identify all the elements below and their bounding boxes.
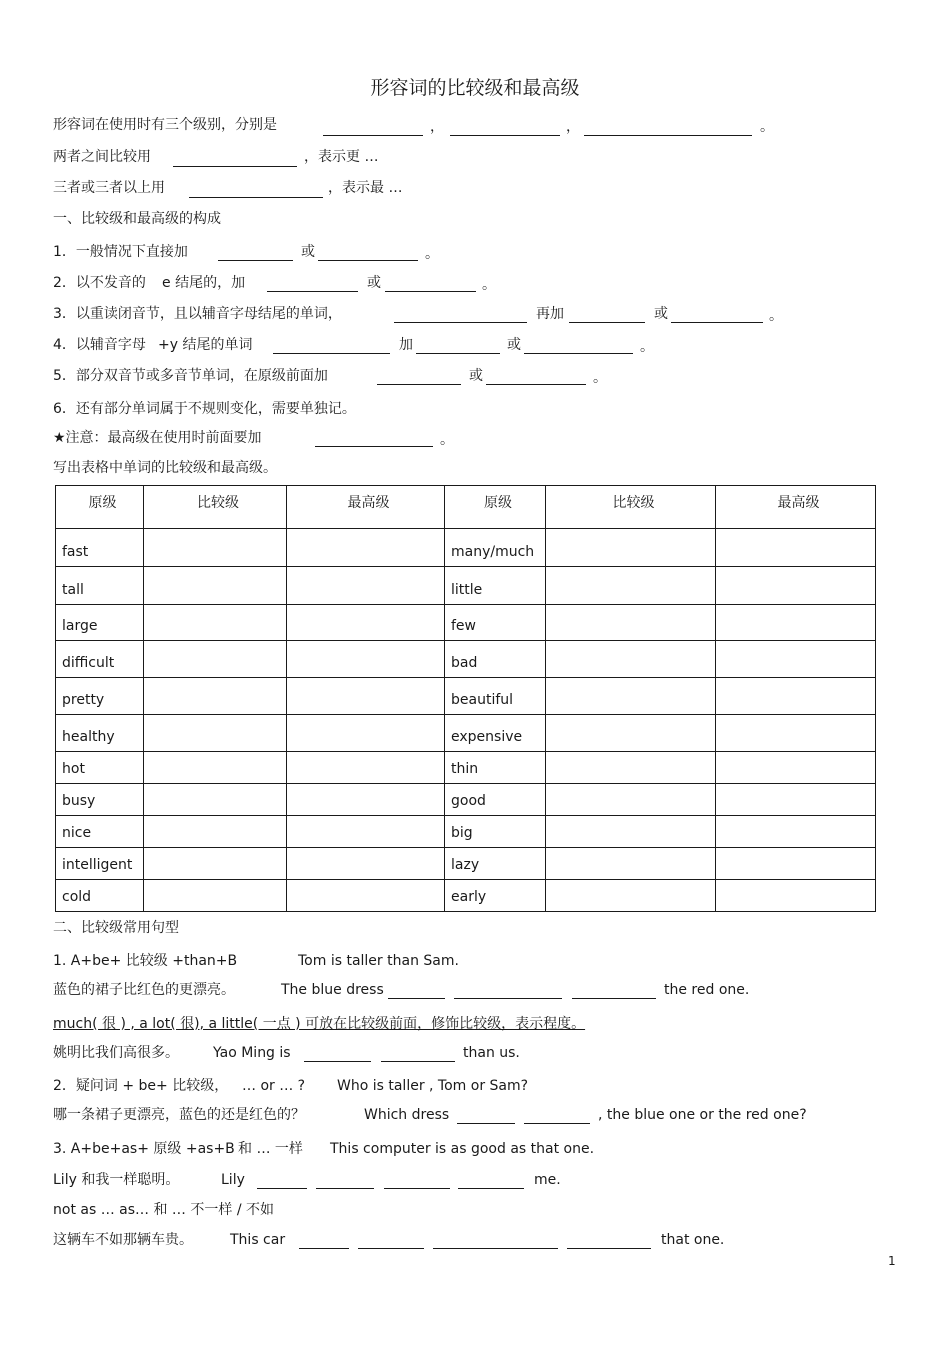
- header-superlative: 最高级: [287, 486, 445, 529]
- blank[interactable]: [323, 135, 423, 136]
- comparative-cell[interactable]: [144, 784, 287, 816]
- header-superlative: 最高级: [716, 486, 876, 529]
- pattern-1-example: Tom is taller than Sam.: [298, 953, 459, 969]
- intro-line-3: 三者或三者以上用: [53, 180, 165, 196]
- superlative-cell[interactable]: [716, 816, 876, 848]
- comparative-cell[interactable]: [546, 715, 716, 752]
- sentence-en-start: This car: [230, 1232, 286, 1248]
- blank[interactable]: [173, 166, 297, 167]
- comparative-cell[interactable]: [144, 529, 287, 567]
- base-word: big: [445, 816, 546, 848]
- section-1-heading: 一、比较级和最高级的构成: [53, 211, 221, 227]
- superlative-cell[interactable]: [287, 715, 445, 752]
- blank[interactable]: [273, 353, 390, 354]
- base-word: hot: [56, 752, 144, 784]
- period: 。: [769, 308, 783, 324]
- superlative-cell[interactable]: [716, 678, 876, 715]
- rule-2-mid: e 结尾的，加: [162, 275, 246, 291]
- sentence-cn: Lily 和我一样聪明。: [53, 1172, 180, 1188]
- header-base: 原级: [56, 486, 144, 529]
- superlative-cell[interactable]: [287, 529, 445, 567]
- comparative-cell[interactable]: [144, 816, 287, 848]
- page-number: 1: [888, 1254, 896, 1268]
- blank[interactable]: [299, 1248, 349, 1249]
- comparative-cell[interactable]: [546, 752, 716, 784]
- blank[interactable]: [486, 384, 586, 385]
- blank[interactable]: [572, 998, 656, 999]
- superlative-cell[interactable]: [716, 752, 876, 784]
- sentence-en-end: me.: [534, 1172, 561, 1188]
- blank[interactable]: [457, 1123, 515, 1124]
- superlative-cell[interactable]: [716, 784, 876, 816]
- superlative-cell[interactable]: [287, 880, 445, 912]
- note: ★注意：最高级在使用时前面要加: [53, 430, 262, 446]
- base-word: healthy: [56, 715, 144, 752]
- base-word: beautiful: [445, 678, 546, 715]
- blank[interactable]: [433, 1248, 558, 1249]
- pattern-2-example: Who is taller , Tom or Sam?: [337, 1078, 529, 1094]
- period: 。: [482, 277, 496, 293]
- blank[interactable]: [257, 1188, 307, 1189]
- base-word: few: [445, 605, 546, 641]
- comparative-cell[interactable]: [546, 567, 716, 605]
- superlative-cell[interactable]: [716, 529, 876, 567]
- comparative-cell[interactable]: [144, 848, 287, 880]
- pattern-1: 1. A+be+ 比较级 +than+B: [53, 953, 238, 969]
- sentence-en-start: The blue dress: [281, 982, 384, 998]
- blank[interactable]: [394, 322, 527, 323]
- word-table: [55, 485, 876, 912]
- base-word: intelligent: [56, 848, 144, 880]
- comparative-cell[interactable]: [144, 641, 287, 678]
- section-2-heading: 二、比较级常用句型: [53, 920, 179, 936]
- period: 。: [760, 119, 774, 135]
- blank[interactable]: [189, 197, 323, 198]
- intro-line-2: 两者之间比较用: [53, 149, 151, 165]
- sentence-en-start: Lily: [221, 1172, 245, 1188]
- table-row: [56, 641, 876, 678]
- blank[interactable]: [671, 322, 763, 323]
- pattern-3-meaning: 和 … 一样: [238, 1141, 303, 1157]
- comparative-cell[interactable]: [144, 605, 287, 641]
- comparative-cell[interactable]: [546, 529, 716, 567]
- superlative-cell[interactable]: [716, 715, 876, 752]
- blank[interactable]: [304, 1061, 371, 1062]
- pattern-3-example: This computer is as good as that one.: [330, 1141, 595, 1157]
- comparative-cell[interactable]: [144, 678, 287, 715]
- header-comparative: 比较级: [546, 486, 716, 529]
- blank[interactable]: [567, 1248, 651, 1249]
- table-row: [56, 816, 876, 848]
- page-title: 形容词的比较级和最高级: [370, 77, 580, 99]
- superlative-cell[interactable]: [287, 678, 445, 715]
- blank[interactable]: [524, 1123, 590, 1124]
- intro-line-1: 形容词在使用时有三个级别，分别是: [53, 117, 277, 133]
- or-text: 或: [367, 275, 381, 291]
- blank[interactable]: [524, 353, 633, 354]
- table-row: [56, 752, 876, 784]
- base-word: cold: [56, 880, 144, 912]
- intro-line-2-end: ，表示更 …: [304, 149, 379, 165]
- superlative-cell[interactable]: [716, 880, 876, 912]
- superlative-cell[interactable]: [287, 816, 445, 848]
- blank[interactable]: [358, 1248, 424, 1249]
- comparative-cell[interactable]: [546, 848, 716, 880]
- or-text: 或: [469, 368, 483, 384]
- superlative-cell[interactable]: [287, 567, 445, 605]
- blank[interactable]: [388, 998, 445, 999]
- rule-6: 6．还有部分单词属于不规则变化，需要单独记。: [53, 401, 356, 417]
- comparative-cell[interactable]: [546, 784, 716, 816]
- rule-5: 5．部分双音节或多音节单词，在原级前面加: [53, 368, 328, 384]
- superlative-cell[interactable]: [716, 567, 876, 605]
- sentence-cn: 哪一条裙子更漂亮，蓝色的还是红色的？: [53, 1107, 305, 1123]
- sentence-en-start: Yao Ming is: [213, 1045, 291, 1061]
- table-row: [56, 848, 876, 880]
- base-word: early: [445, 880, 546, 912]
- or-text: 或: [507, 337, 521, 353]
- sentence-cn: 蓝色的裙子比红色的更漂亮。: [53, 982, 235, 998]
- or-text: 或: [654, 306, 668, 322]
- blank[interactable]: [267, 291, 358, 292]
- period: 。: [593, 370, 607, 386]
- header-comparative: 比较级: [144, 486, 287, 529]
- rule-4: 4．以辅音字母: [53, 337, 146, 353]
- rule-4-mid: +y 结尾的单词: [158, 337, 253, 353]
- blank[interactable]: [381, 1061, 455, 1062]
- base-word: little: [445, 567, 546, 605]
- table-row: [56, 715, 876, 752]
- blank[interactable]: [377, 384, 461, 385]
- blank[interactable]: [458, 1188, 524, 1189]
- sentence-cn: 姚明比我们高很多。: [53, 1045, 179, 1061]
- header-base: 原级: [445, 486, 546, 529]
- blank[interactable]: [450, 135, 560, 136]
- comparative-cell[interactable]: [546, 678, 716, 715]
- comma: ，: [566, 119, 580, 135]
- rule-1: 1．一般情况下直接加: [53, 244, 188, 260]
- table-header-row: [56, 486, 876, 529]
- rule-3: 3．以重读闭音节，且以辅音字母结尾的单词，: [53, 306, 342, 322]
- rule-2: 2．以不发音的: [53, 275, 146, 291]
- superlative-cell[interactable]: [287, 784, 445, 816]
- period: 。: [640, 339, 654, 355]
- comparative-cell[interactable]: [144, 715, 287, 752]
- base-word: thin: [445, 752, 546, 784]
- sentence-cn: 这辆车不如那辆车贵。: [53, 1232, 193, 1248]
- superlative-cell[interactable]: [716, 605, 876, 641]
- rule-3-mid: 再加: [536, 306, 564, 322]
- superlative-cell[interactable]: [287, 605, 445, 641]
- sentence-en-end: , the blue one or the red one?: [598, 1107, 807, 1123]
- sentence-en-start: Which dress: [364, 1107, 450, 1123]
- blank[interactable]: [384, 1188, 450, 1189]
- sentence-en-end: than us.: [463, 1045, 520, 1061]
- comparative-cell[interactable]: [144, 567, 287, 605]
- superlative-cell[interactable]: [287, 848, 445, 880]
- modifier-note: much( 很 ) , a lot( 很), a little( 一点 ) 可放在比较级前面，修饰比较级，表示程度。: [53, 1016, 586, 1032]
- table-row: [56, 605, 876, 641]
- base-word: bad: [445, 641, 546, 678]
- base-word: pretty: [56, 678, 144, 715]
- comparative-cell[interactable]: [546, 605, 716, 641]
- pattern-2-form: … or … ?: [242, 1078, 306, 1094]
- table-row: [56, 678, 876, 715]
- superlative-cell[interactable]: [716, 848, 876, 880]
- blank[interactable]: [569, 322, 645, 323]
- blank[interactable]: [454, 998, 562, 999]
- blank[interactable]: [385, 291, 476, 292]
- base-word: fast: [56, 529, 144, 567]
- base-word: nice: [56, 816, 144, 848]
- blank[interactable]: [316, 1188, 374, 1189]
- base-word: large: [56, 605, 144, 641]
- comma: ，: [430, 119, 444, 135]
- superlative-cell[interactable]: [287, 641, 445, 678]
- blank[interactable]: [315, 446, 433, 447]
- table-row: [56, 567, 876, 605]
- blank[interactable]: [218, 260, 293, 261]
- period: 。: [440, 432, 454, 448]
- sentence-en-end: that one.: [661, 1232, 725, 1248]
- intro-line-3-end: ，表示最 …: [328, 180, 403, 196]
- superlative-cell[interactable]: [287, 752, 445, 784]
- base-word: expensive: [445, 715, 546, 752]
- base-word: busy: [56, 784, 144, 816]
- comparative-cell[interactable]: [546, 880, 716, 912]
- table-row: [56, 880, 876, 912]
- superlative-cell[interactable]: [716, 641, 876, 678]
- comparative-cell[interactable]: [546, 816, 716, 848]
- period: 。: [425, 246, 439, 262]
- comparative-cell[interactable]: [546, 641, 716, 678]
- base-word: lazy: [445, 848, 546, 880]
- blank[interactable]: [318, 260, 418, 261]
- rule-4-add: 加: [399, 337, 413, 353]
- base-word: tall: [56, 567, 144, 605]
- pattern-3: 3. A+be+as+ 原级 +as+B: [53, 1141, 235, 1157]
- table-row: [56, 529, 876, 567]
- comparative-cell[interactable]: [144, 752, 287, 784]
- comparative-cell[interactable]: [144, 880, 287, 912]
- sentence-en-end: the red one.: [664, 982, 750, 998]
- base-word: difficult: [56, 641, 144, 678]
- table-row: [56, 784, 876, 816]
- pattern-2: 2．疑问词 + be+ 比较级，: [53, 1078, 229, 1094]
- blank[interactable]: [584, 135, 752, 136]
- or-text: 或: [301, 244, 315, 260]
- base-word: good: [445, 784, 546, 816]
- table-intro: 写出表格中单词的比较级和最高级。: [53, 460, 277, 476]
- pattern-3-negative: not as … as… 和 … 不一样 / 不如: [53, 1202, 274, 1218]
- base-word: many/much: [445, 529, 546, 567]
- blank[interactable]: [416, 353, 500, 354]
